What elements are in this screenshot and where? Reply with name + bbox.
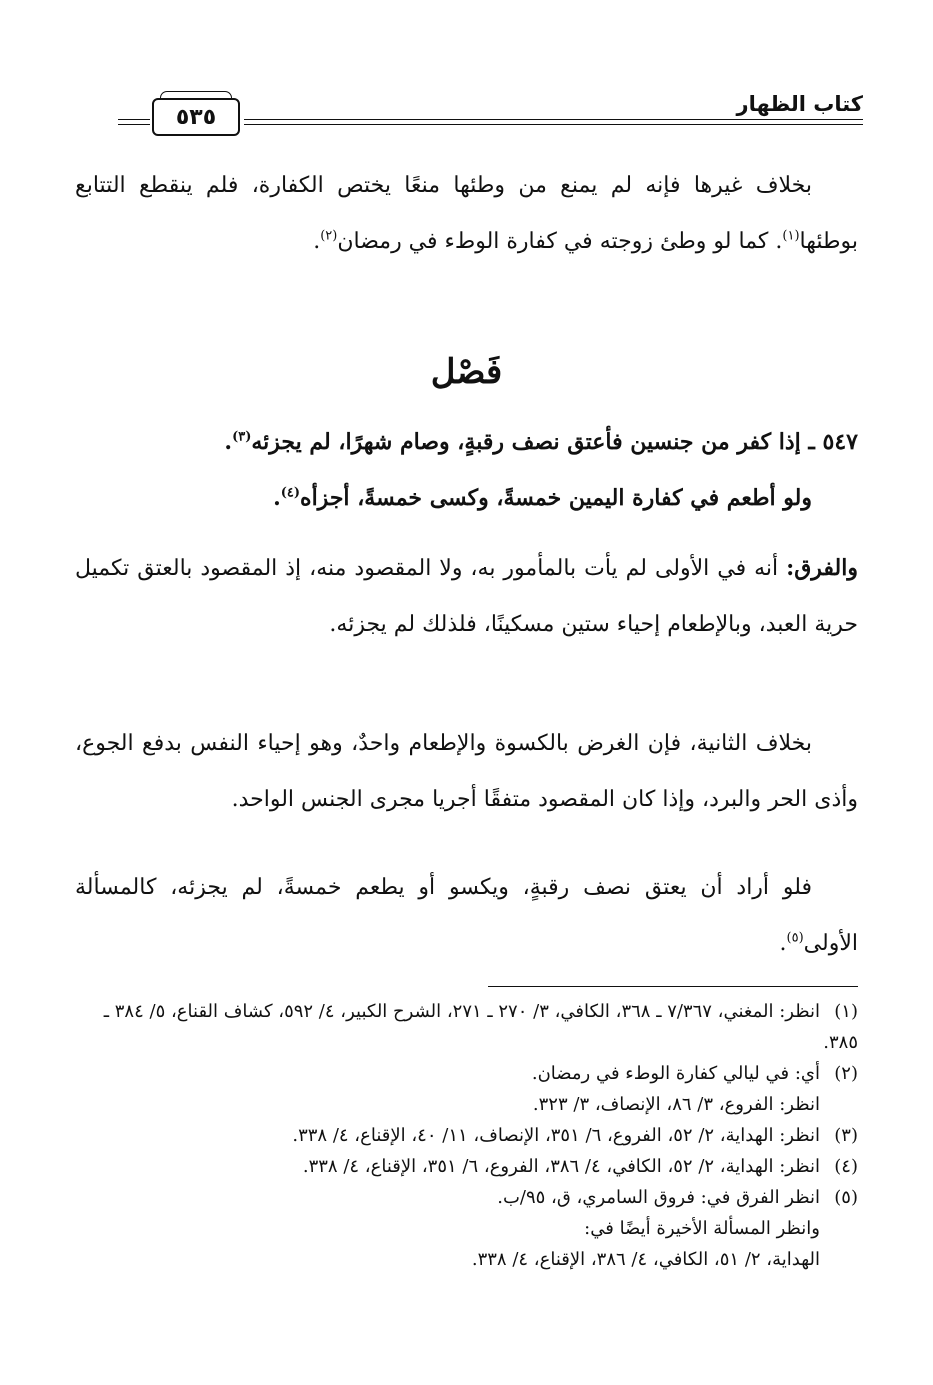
footnote-text: انظر: المغني، ٧/٣٦٧ ـ ٣٦٨، الكافي، ٣/ ٢٧٠ ـ ٢٧١، الشرح الكبير، ٤/ ٥٩٢، كشاف القناع، ٥/ ٣٨٤ ـ ٣٨٥. — [103, 1001, 858, 1053]
footnote-text: انظر: الهداية، ٢/ ٥٢، الفروع، ٦/ ٣٥١، الإنصاف، ١١/ ٤٠، الإقناع، ٤/ ٣٣٨. — [292, 1125, 820, 1146]
footnote-number: (٥) — [834, 1187, 858, 1208]
paragraph-1-end: . — [313, 229, 321, 254]
paragraph-intro — [75, 158, 858, 270]
issue-line-1-dot: . — [224, 429, 233, 455]
section-heading: فَصْل — [430, 352, 503, 392]
page-number-badge — [152, 98, 240, 136]
farq-label: والفرق: — [786, 555, 858, 581]
footnote-number: (٣) — [834, 1125, 858, 1146]
paragraph-4 — [75, 860, 858, 972]
footnote-2 — [75, 1058, 858, 1089]
footnote-number: (٢) — [834, 1063, 858, 1084]
footnote-3 — [75, 1120, 858, 1151]
footnote-5-cont-1: وانظر المسألة الأخيرة أيضًا في: — [584, 1218, 820, 1239]
footnote-ref-4: (٤) — [280, 485, 301, 501]
footnote-1 — [75, 996, 858, 1058]
paragraph-1-mid: . كما لو وطئ زوجته في كفارة الوطء في رمضان — [337, 229, 783, 254]
header-rule-right — [244, 119, 863, 125]
page-number: ٥٣٥ — [175, 104, 217, 130]
footnotes — [75, 996, 858, 1275]
farq-block — [75, 540, 858, 653]
footnote-5 — [75, 1182, 858, 1213]
paragraph-4-dot: . — [779, 931, 787, 956]
footnote-2-cont: انظر: الفروع، ٣/ ٨٦، الإنصاف، ٣/ ٣٢٣. — [532, 1094, 820, 1115]
issue-line-1 — [75, 414, 858, 470]
footnote-text: انظر الفرق في: فروق السامري، ق، ٩٥/ب. — [497, 1187, 820, 1208]
paragraph-1-text: بخلاف غيرها فإنه لم يمنع من وطئها منعًا يختص الكفارة، فلم ينقطع التتابع بوطئها — [75, 173, 858, 254]
header-rule-left — [118, 119, 150, 125]
farq-paragraph — [75, 540, 858, 653]
issue-line-1-text: ٥٤٧ ـ إذا كفر من جنسين فأعتق نصف رقبةٍ، وصام شهرًا، لم يجزئه — [251, 429, 858, 455]
footnote-ref-5: (٥) — [786, 930, 804, 946]
paragraph-3: بخلاف الثانية، فإن الغرض بالكسوة والإطعام واحدٌ، وهو إحياء النفس بدفع الجوع، وأذى الحر والبرد، وإذا كان المقصود متفقًا أجريا مجرى الجنس الواحد. — [75, 731, 858, 812]
issue-line-2-text: ولو أطعم في كفارة اليمين خمسةً، وكسى خمسةً، أجزأه — [300, 485, 812, 511]
footnote-4 — [75, 1151, 858, 1182]
footnote-ref-3: (٣) — [232, 429, 252, 445]
footnote-5-cont-2: الهداية، ٢/ ٥١، الكافي، ٤/ ٣٨٦، الإقناع، ٤/ ٣٣٨. — [471, 1249, 820, 1270]
issue-line-2-dot: . — [273, 485, 281, 511]
footnote-separator — [488, 986, 858, 987]
footnote-number: (٤) — [834, 1156, 858, 1177]
paragraph-4-text: فلو أراد أن يعتق نصف رقبةٍ، ويكسو أو يطعم خمسةً، لم يجزئه، كالمسألة الأولى — [75, 875, 858, 956]
paragraph-1 — [75, 158, 858, 270]
issue-block — [75, 414, 858, 526]
footnote-ref-1: (١) — [782, 228, 800, 244]
farq-text: أنه في الأولى لم يأت بالمأمور به، ولا المقصود منه، إذ المقصود بالعتق تكميل حرية العبد، وبالإطعام إحياء ستين مسكينًا، فلذلك لم يجزئه. — [75, 556, 858, 637]
issue-line-2 — [75, 470, 858, 526]
footnote-text: انظر: الهداية، ٢/ ٥٢، الكافي، ٤/ ٣٨٦، الفروع، ٦/ ٣٥١، الإقناع، ٤/ ٣٣٨. — [302, 1156, 820, 1177]
running-title: كتاب الظهار — [736, 92, 863, 116]
footnote-number: (١) — [834, 1001, 858, 1022]
page-header — [100, 86, 863, 146]
footnote-ref-2: (٢) — [320, 228, 338, 244]
footnote-text: أي: في ليالي كفارة الوطء في رمضان. — [531, 1063, 820, 1084]
paragraph-3-block — [75, 716, 858, 828]
paragraph-4-block — [75, 860, 858, 972]
